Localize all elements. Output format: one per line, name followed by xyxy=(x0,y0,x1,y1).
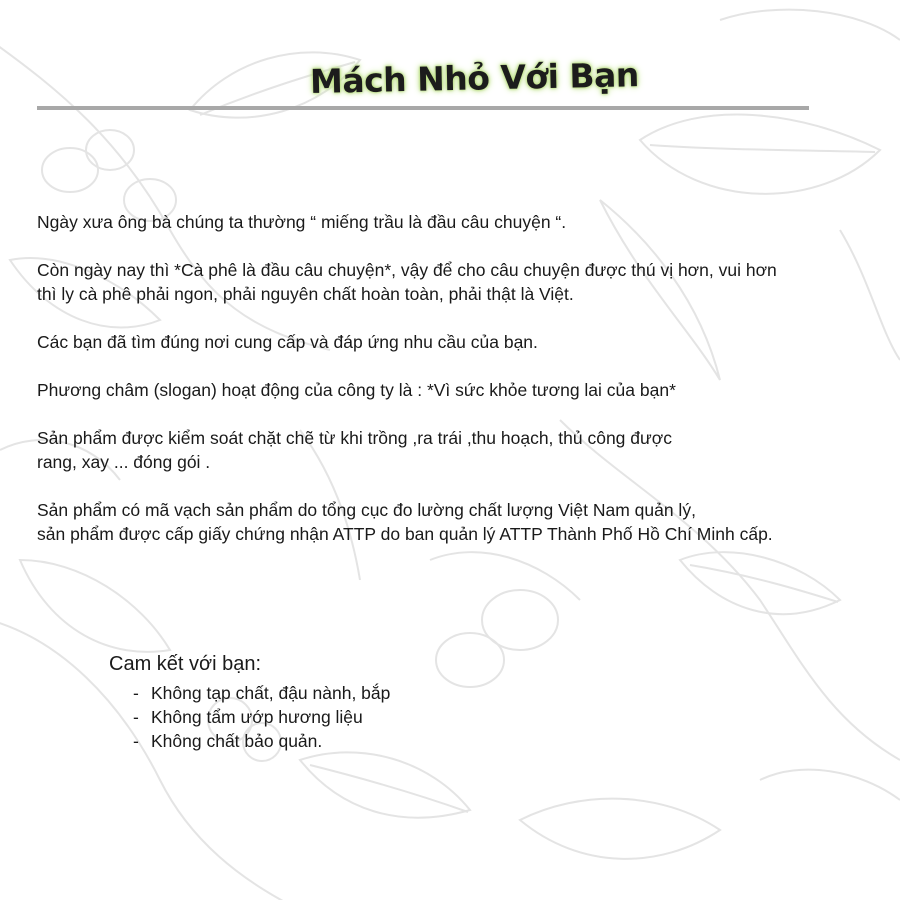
page-title: Mách Nhỏ Với Bạn xyxy=(309,55,640,101)
commitment-section xyxy=(109,651,390,753)
commitment-list xyxy=(109,681,390,753)
paragraph xyxy=(37,258,887,306)
commitment-item xyxy=(133,729,390,753)
paragraph-line: Phương châm (slogan) hoạt động của công ty là : *Vì sức khỏe tương lai của bạn* xyxy=(37,380,676,400)
list-bullet: - xyxy=(133,731,139,751)
commitment-item xyxy=(133,681,390,705)
commitment-item-text: Không tẩm ướp hương liệu xyxy=(151,707,363,727)
list-bullet: - xyxy=(133,707,139,727)
intro-text xyxy=(37,210,887,570)
commitment-item-text: Không tạp chất, đậu nành, bắp xyxy=(151,683,391,703)
commitment-heading: Cam kết với bạn: xyxy=(109,653,262,675)
paragraph-line: Còn ngày nay thì *Cà phê là đầu câu chuyện*, vậy để cho câu chuyện được thú vị hơn, vui hơn xyxy=(37,260,777,280)
paragraph-line: sản phẩm được cấp giấy chứng nhận ATTP do ban quản lý ATTP Thành Phố Hồ Chí Minh cấp. xyxy=(37,524,773,544)
paragraph-line: Ngày xưa ông bà chúng ta thường “ miếng trầu là đầu câu chuyện “. xyxy=(37,212,567,232)
paragraph-line: rang, xay ... đóng gói . xyxy=(37,452,211,472)
paragraph xyxy=(37,330,887,354)
commitment-item xyxy=(133,705,390,729)
paragraph xyxy=(37,498,887,546)
paragraph xyxy=(37,426,887,474)
title-underline-divider xyxy=(37,106,809,110)
paragraph-line: Sản phẩm được kiểm soát chặt chẽ từ khi trồng ,ra trái ,thu hoạch, thủ công được xyxy=(37,428,672,448)
commitment-item-text: Không chất bảo quản. xyxy=(151,731,323,751)
paragraph xyxy=(37,210,887,234)
paragraph xyxy=(37,378,887,402)
paragraph-line: thì ly cà phê phải ngon, phải nguyên chất hoàn toàn, phải thật là Việt. xyxy=(37,284,574,304)
paragraph-line: Sản phẩm có mã vạch sản phẩm do tổng cục đo lường chất lượng Việt Nam quản lý, xyxy=(37,500,696,520)
paragraph-line: Các bạn đã tìm đúng nơi cung cấp và đáp ứng nhu cầu của bạn. xyxy=(37,332,538,352)
list-bullet: - xyxy=(133,683,139,703)
